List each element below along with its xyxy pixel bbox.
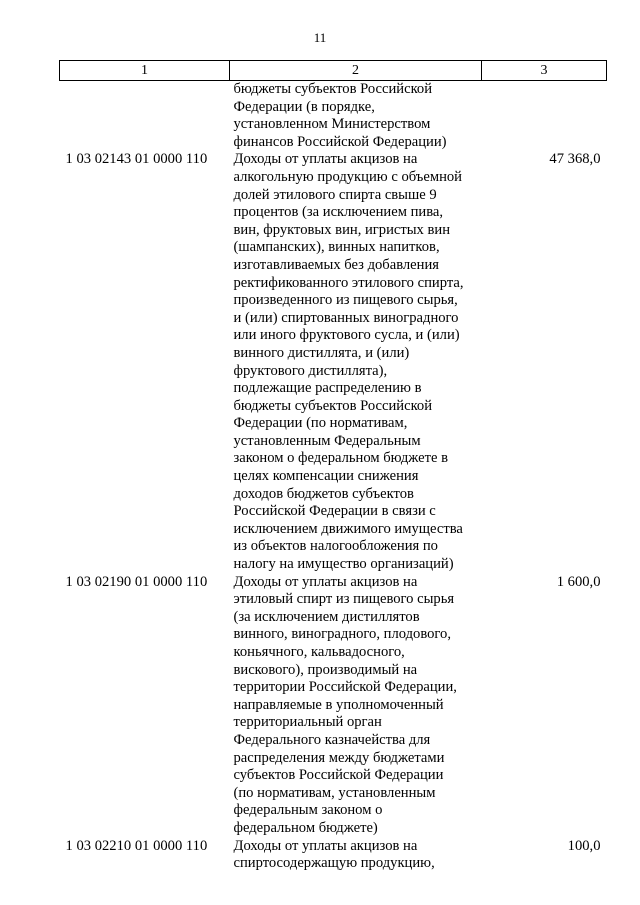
text-line: (шампанских), винных напитков,	[233, 239, 440, 256]
text-line: (за исключением дистиллятов	[233, 608, 420, 625]
text-line: изготавливаемых без добавления	[233, 256, 439, 273]
text-line: доходов бюджетов субъектов	[233, 485, 414, 502]
text-line: коньячного, кальвадосного,	[233, 644, 405, 660]
text-line: Федерации (в порядке,	[233, 98, 375, 115]
text-line: Доходы от уплаты акцизов на	[233, 151, 418, 168]
text-line: законом о федеральном бюджете в	[233, 450, 449, 467]
text-line: винного, виноградного, плодового,	[233, 626, 451, 643]
text-line: финансов Российской Федерации)	[233, 133, 447, 150]
text-line: территории Российской Федерации,	[233, 679, 457, 696]
text-line: Российской Федерации в связи с	[233, 503, 436, 520]
revenue-name	[230, 838, 482, 873]
text-line: спиртосодержащую продукцию,	[233, 855, 435, 872]
table-row	[60, 574, 607, 838]
text-line: вискового), производимый на	[233, 661, 418, 678]
revenue-code: 1 03 02143 01 0000 110	[65, 151, 208, 168]
text-line: произведенного из пищевого сырья,	[233, 292, 458, 309]
text-line: вин, фруктовых вин, игристых вин	[233, 221, 451, 238]
revenue-code: 1 03 02210 01 0000 110	[65, 837, 208, 854]
column-header-3: 3	[482, 61, 607, 81]
continuation-text	[230, 81, 482, 152]
revenue-table	[59, 60, 607, 873]
table-row	[60, 151, 607, 573]
table-row	[60, 838, 607, 873]
text-line: субъектов Российской Федерации	[233, 767, 444, 784]
column-header-2: 2	[230, 61, 482, 81]
text-line: установленным Федеральным	[233, 432, 421, 449]
text-line: Федерации (по нормативам,	[233, 415, 408, 432]
revenue-amount: 100,0	[567, 837, 601, 854]
header-row	[60, 61, 607, 81]
text-line: и (или) спиртованных виноградного	[233, 309, 459, 326]
text-line: территориальный орган	[233, 714, 382, 731]
text-line: федеральном бюджете)	[233, 819, 378, 836]
text-line: долей этилового спирта свыше 9	[233, 186, 437, 203]
text-line: Федерального казначейства для	[233, 731, 431, 748]
text-line: целях компенсации снижения	[233, 468, 419, 485]
text-line: бюджеты субъектов Российской	[233, 81, 433, 97]
text-line: исключением движимого имущества	[233, 520, 463, 537]
text-line: фруктового дистиллята),	[233, 362, 388, 379]
page-number: 11	[313, 30, 327, 45]
revenue-name	[230, 574, 482, 838]
text-line: ректификованного этилового спирта,	[233, 274, 464, 291]
text-line: налогу на имущество организаций)	[233, 556, 454, 573]
text-line: распределения между бюджетами	[233, 749, 445, 766]
text-line: (по нормативам, установленным	[233, 784, 436, 801]
text-line: алкогольную продукцию с объемной	[233, 168, 462, 185]
text-line: этиловый спирт из пищевого сырья	[233, 591, 455, 608]
text-line: винного дистиллята, и (или)	[233, 344, 410, 361]
text-line: установленном Министерством	[233, 116, 431, 133]
text-line: Доходы от уплаты акцизов на	[233, 573, 418, 590]
text-line: федеральным законом о	[233, 802, 383, 819]
revenue-amount: 1 600,0	[556, 573, 601, 590]
column-header-1: 1	[60, 61, 230, 81]
revenue-code: 1 03 02190 01 0000 110	[65, 573, 208, 590]
revenue-name	[230, 151, 482, 573]
text-line: бюджеты субъектов Российской	[233, 397, 433, 414]
continuation-row	[60, 81, 607, 152]
text-line: процентов (за исключением пива,	[233, 204, 444, 221]
text-line: направляемые в уполномоченный	[233, 696, 444, 713]
text-line: Доходы от уплаты акцизов на	[233, 837, 418, 854]
text-line: из объектов налогообложения по	[233, 538, 438, 555]
text-line: подлежащие распределению в	[233, 380, 422, 397]
text-line: или иного фруктового сусла, и (или)	[233, 327, 460, 344]
revenue-amount: 47 368,0	[549, 151, 601, 168]
